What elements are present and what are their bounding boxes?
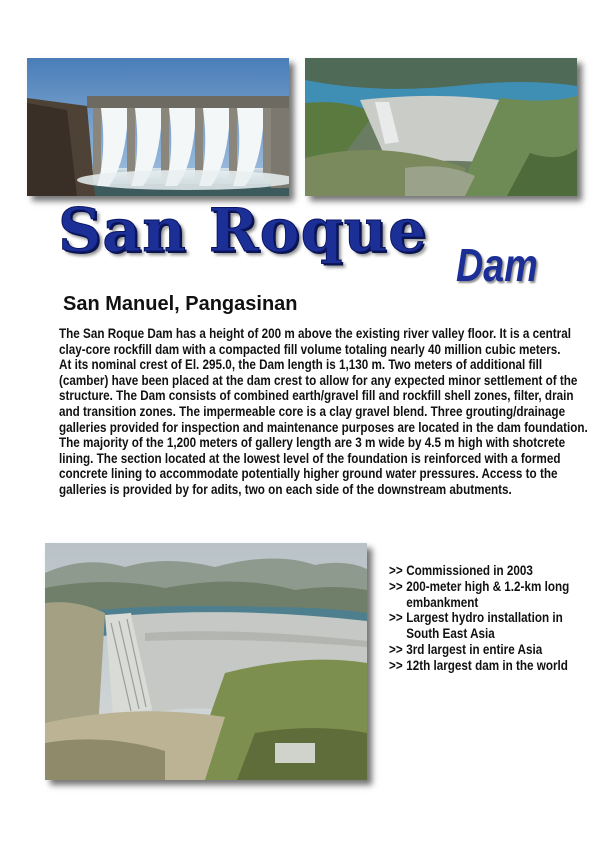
description-paragraph bbox=[59, 326, 588, 498]
dam-spillway-photo bbox=[27, 58, 289, 196]
fact-item bbox=[389, 579, 591, 611]
fact-text: Commissioned in 2003 bbox=[406, 563, 533, 578]
bullet-marker: >> bbox=[389, 563, 403, 578]
fact-text: Largest hydro installation in South East Asia bbox=[406, 610, 563, 642]
dam-aerial-photo bbox=[305, 58, 577, 196]
bullet-marker: >> bbox=[389, 641, 403, 657]
fact-item bbox=[389, 563, 591, 579]
page-title: San Roque bbox=[58, 196, 428, 266]
bullet-marker: >> bbox=[389, 610, 403, 626]
dam-landscape-photo bbox=[45, 543, 367, 780]
page-subtitle: Dam bbox=[456, 239, 538, 291]
description-line: The majority of the 1,200 meters of gallery length are 3 m wide by 4.5 m high with shotcrete bbox=[59, 435, 566, 451]
fact-item bbox=[389, 642, 591, 658]
location-heading: San Manuel, Pangasinan bbox=[63, 293, 298, 315]
bullet-marker: >> bbox=[389, 578, 403, 594]
fact-item bbox=[389, 658, 591, 674]
description-line: structure. The Dam consists of combined earth/gravel fill and rockfill shell zones, filter, drain bbox=[59, 388, 574, 404]
description-line: (camber) have been placed at the dam crest to allow for any expected minor settlement of the bbox=[59, 372, 578, 388]
fact-text: 3rd largest in entire Asia bbox=[406, 641, 543, 657]
description-line: lining. The section located at the lowest level of the foundation is reinforced with a formed bbox=[59, 450, 561, 466]
description-line: galleries is provided by for adits, two on each side of the downstream abutments. bbox=[59, 481, 512, 497]
description-line: and transition zones. The impermeable core is a clay gravel blend. Three grouting/drainage bbox=[59, 403, 566, 419]
fact-item bbox=[389, 610, 591, 642]
description-line: The San Roque Dam has a height of 200 m above the existing river valley floor. It is a central bbox=[59, 326, 571, 341]
description-line: At its nominal crest of El. 295.0, the Dam length is 1,130 m. Two meters of additional fill bbox=[59, 357, 543, 373]
bullet-marker: >> bbox=[389, 657, 403, 673]
fact-text: 200-meter high & 1.2-km long embankment bbox=[406, 578, 570, 610]
description-line: clay-core rockfill dam with a compacted fill volume totaling nearly 40 million cubic meters. bbox=[59, 341, 561, 357]
fact-text: 12th largest dam in the world bbox=[406, 657, 568, 673]
description-line: concrete lining to accommodate potentially higher ground water pressures. Access to the bbox=[59, 466, 558, 482]
description-line: galleries provided for inspection and maintenance purposes are located in the dam foundation. bbox=[59, 419, 588, 435]
facts-list bbox=[389, 563, 591, 674]
